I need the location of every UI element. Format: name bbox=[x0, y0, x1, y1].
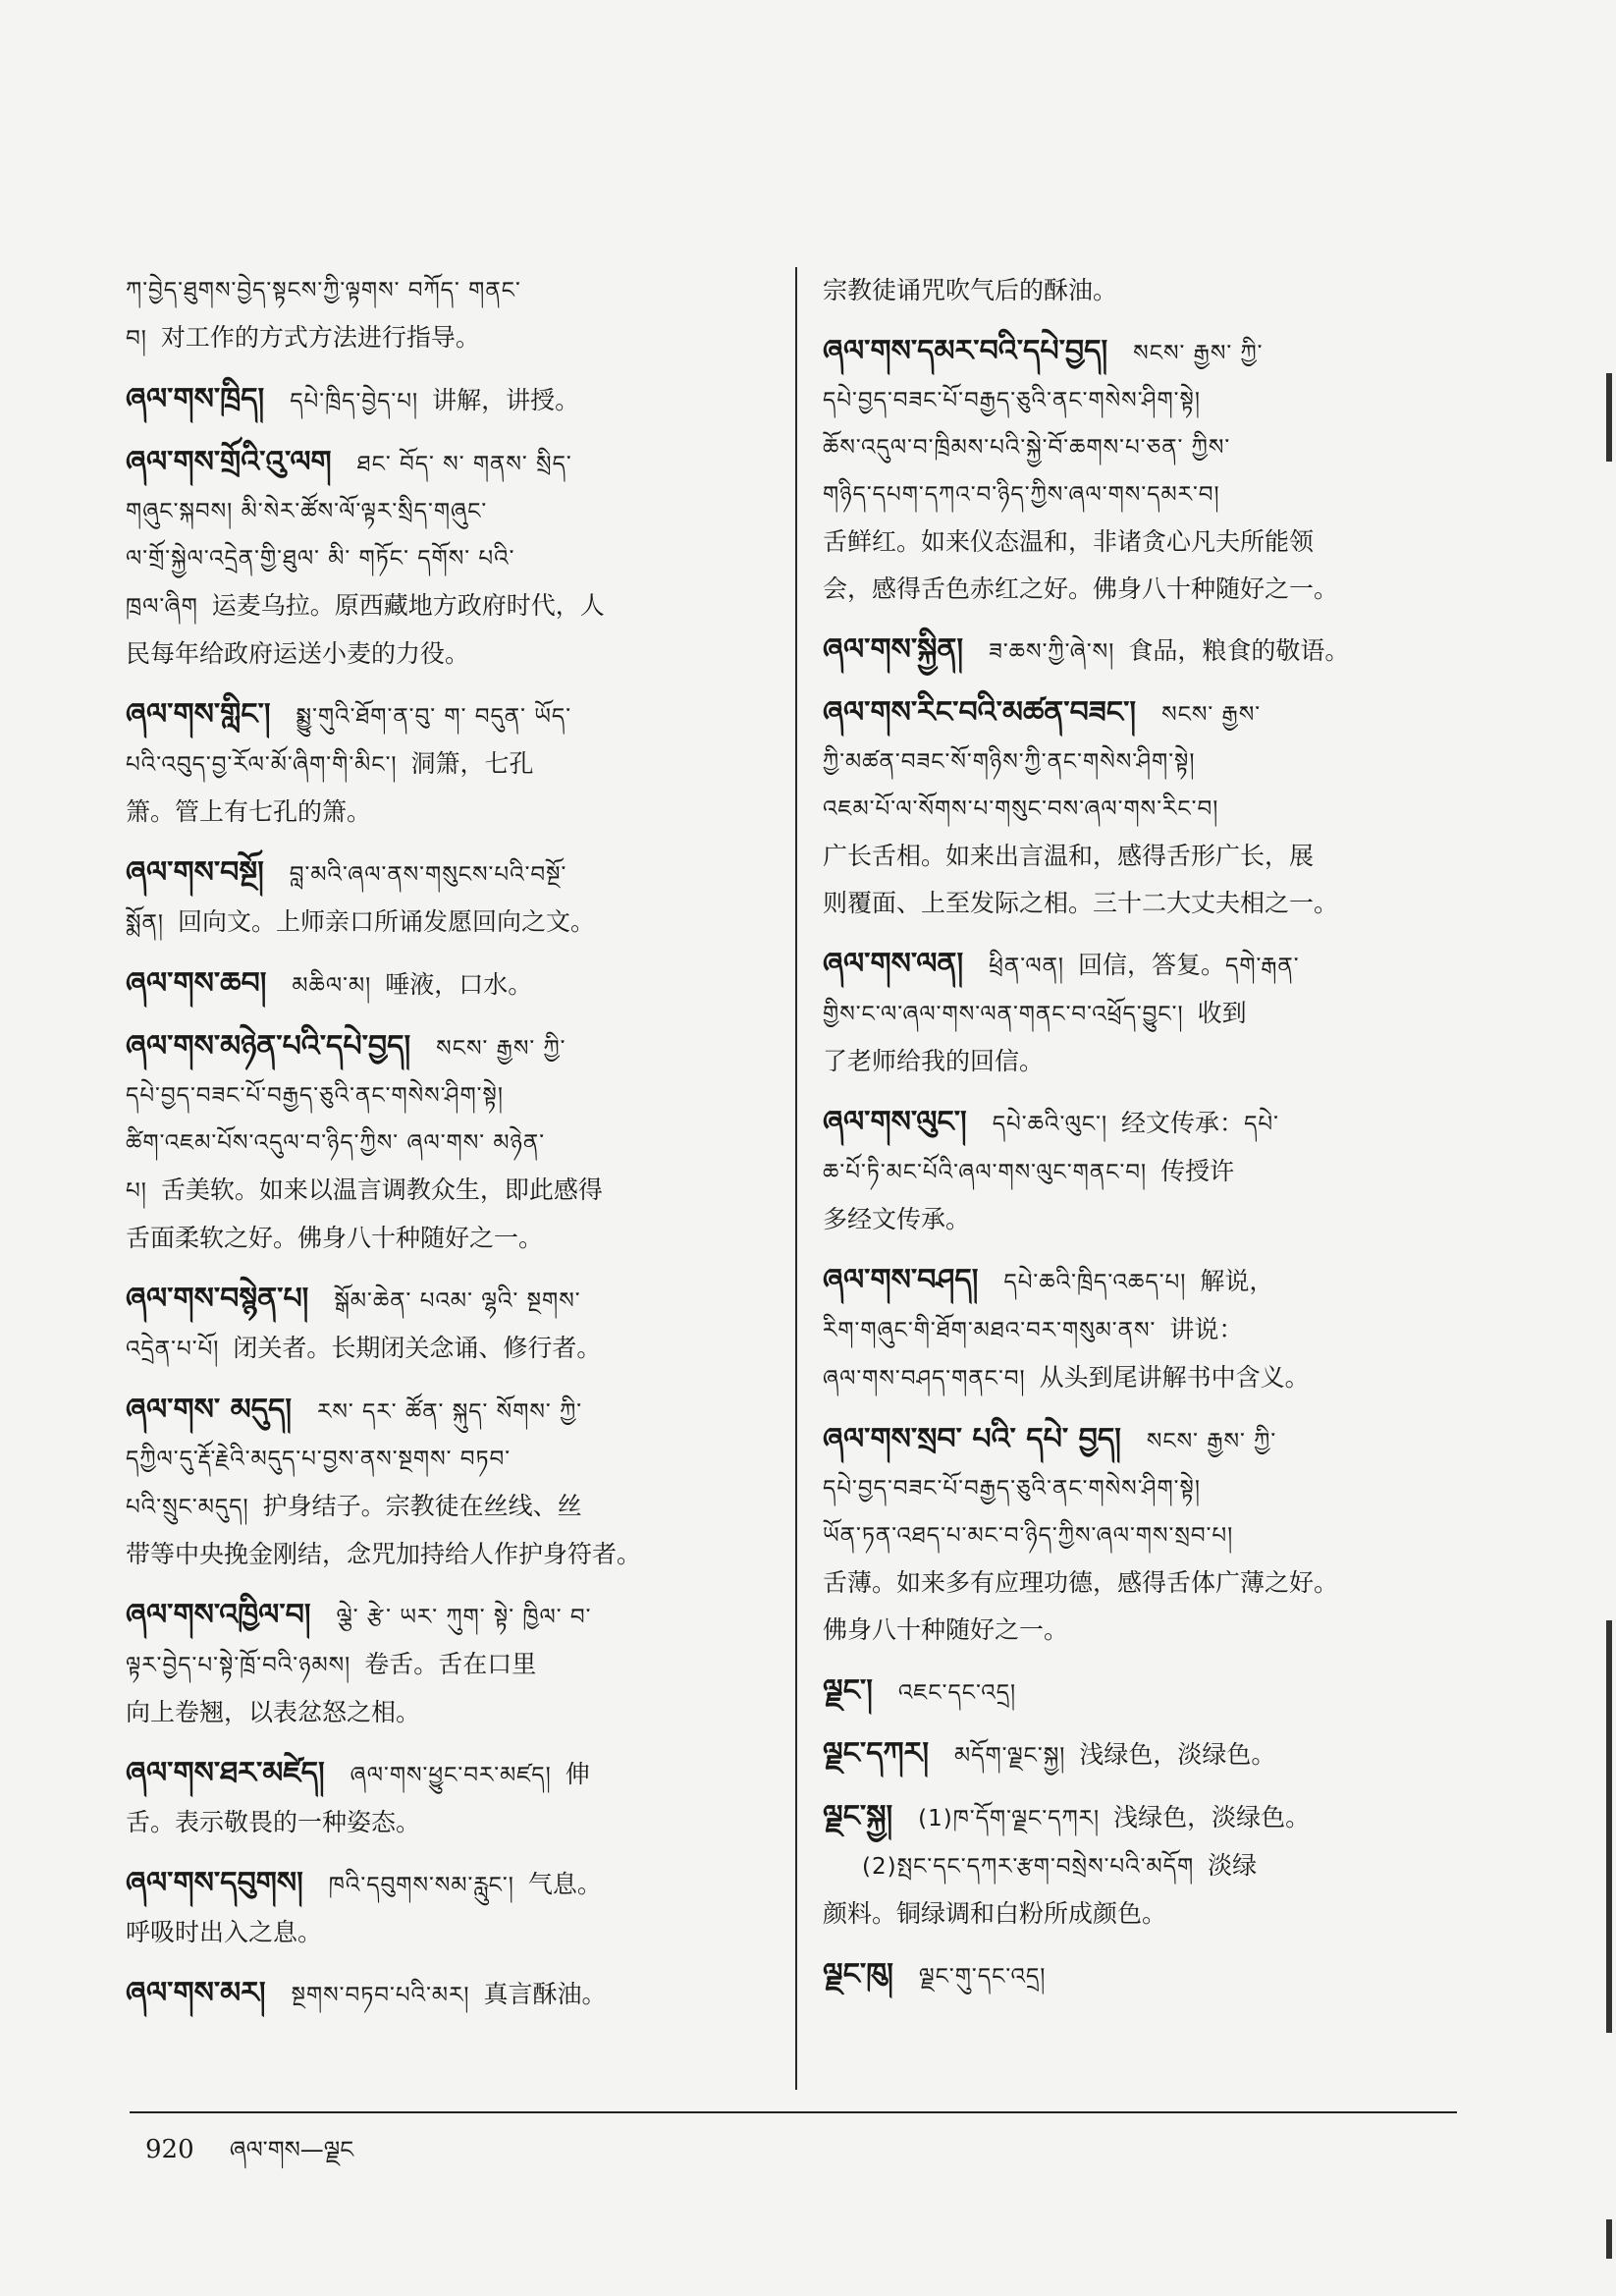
headword: ཞལ་གས་བསྙེན་པ། bbox=[126, 1282, 309, 1316]
tibetan-definition: (1)ཁ་དོག་ལྗང་དཀར། bbox=[918, 1806, 1101, 1831]
entry-line bbox=[823, 1306, 1471, 1354]
entry-line bbox=[126, 630, 769, 678]
entry-line bbox=[823, 1793, 1471, 1842]
entry-line bbox=[126, 267, 769, 314]
entry-line bbox=[126, 1531, 769, 1578]
tibetan-definition: ཡོན་ཏན་འཐད་པ་མང་བ་ཉིད་ཀྱིས་ཞལ་གས་སྲབ་པ། bbox=[823, 1523, 1234, 1549]
entry-line bbox=[823, 566, 1471, 613]
entry-line bbox=[126, 488, 769, 535]
tibetan-definition: དཔེ་བྱད་བཟང་པོ་བརྒྱད་ཅུའི་ནང་གསེས་ཤིག་སྟེ། bbox=[126, 1083, 504, 1109]
tibetan-definition: ཚིག་འཇམ་པོས་འདུལ་བ་ཉིད་ཀྱིས་ ཞལ་གས་ མཉེན་ bbox=[126, 1130, 546, 1156]
entry-line bbox=[126, 740, 769, 789]
headword: ཞལ་གས་ཐར་མཛེད། bbox=[126, 1756, 325, 1790]
tibetan-definition: མདོག་ལྗང་སྐྱ། bbox=[954, 1743, 1066, 1769]
entry-line bbox=[823, 689, 1471, 738]
entry-line bbox=[823, 424, 1471, 471]
tibetan-definition: འཇང་དང་འདྲ། bbox=[897, 1680, 1017, 1706]
headword: ཞལ་གས་གྲོའི་འུ་ལག bbox=[126, 445, 332, 479]
chinese-definition: 舌。表示敬畏的一种姿态。 bbox=[126, 1808, 421, 1836]
entry-line bbox=[126, 1072, 769, 1120]
headword: ཞལ་གས་ མདུད། bbox=[126, 1393, 293, 1427]
chinese-definition: 护身结子。宗教徒在丝线、丝 bbox=[262, 1492, 582, 1520]
headword: ཞལ་གས་ལུང་། bbox=[823, 1105, 967, 1139]
dictionary-entry bbox=[126, 1387, 769, 1578]
tibetan-definition: ཆོས་འདུལ་བ་ཁྲིམས་པའི་སྐྱེ་བོ་ཆགས་པ་ཅན་ ཀྱིས་ bbox=[823, 435, 1231, 461]
entry-line bbox=[823, 1148, 1471, 1196]
entry-line bbox=[823, 1667, 1471, 1717]
tibetan-definition: ཁའི་དབུགས་སམ་རླུང་། bbox=[328, 1873, 514, 1898]
tibetan-definition: སངས་ རྒྱས་ bbox=[1161, 702, 1262, 728]
entry-line bbox=[823, 990, 1471, 1038]
tibetan-definition: བ། bbox=[126, 326, 147, 352]
chinese-definition: 浅绿色，淡绿色。 bbox=[1079, 1740, 1276, 1769]
headword: ལྗང་སྐྱ། bbox=[823, 1799, 893, 1833]
chinese-definition: 广长舌相。如来出言温和，感得舌形广长，展 bbox=[823, 842, 1315, 870]
chinese-definition: 讲解，讲授。 bbox=[432, 386, 580, 414]
headword: ལྗང་ཁུ། bbox=[823, 1957, 893, 1992]
tibetan-definition: ཁྲལ་ཞིག bbox=[126, 594, 198, 620]
chinese-definition: 了老师给我的回信。 bbox=[823, 1047, 1045, 1075]
entry-line bbox=[823, 1559, 1471, 1607]
dictionary-entry bbox=[823, 1416, 1471, 1654]
entry-line bbox=[823, 880, 1471, 927]
dictionary-entry bbox=[126, 849, 769, 947]
entry-line bbox=[126, 1799, 769, 1846]
tibetan-definition: དཔེ་བྱད་བཟང་པོ་བརྒྱད་ཅུའི་ནང་གསེས་ཤིག་སྟེ། bbox=[823, 388, 1201, 413]
guide-word-range: ཞལ་གས—ལྗང bbox=[229, 2136, 354, 2163]
chinese-definition: 讲说： bbox=[1169, 1315, 1244, 1343]
chinese-definition: 气息。 bbox=[527, 1870, 602, 1898]
entry-line bbox=[126, 691, 769, 740]
entry-line bbox=[126, 1641, 769, 1689]
headword: ཞལ་གས་དབུགས། bbox=[126, 1866, 303, 1900]
entry-line bbox=[823, 1730, 1471, 1779]
entry-line bbox=[823, 1354, 1471, 1402]
tibetan-definition: གཞུང་སྐབས། མི་སེར་ཚོས་ལོ་ལྟར་སྲིད་གཞུང་ bbox=[126, 499, 488, 524]
tibetan-definition: མཆིལ་མ། bbox=[292, 973, 372, 999]
dictionary-entry bbox=[126, 1970, 769, 2019]
tibetan-example: དཔེ་ bbox=[1244, 1112, 1279, 1137]
chinese-definition: 卷舌。舌在口里 bbox=[364, 1650, 537, 1678]
tibetan-definition: ལྟར་བྱེད་པ་སྟེ་ཁྲོ་བའི་ཉམས། bbox=[126, 1653, 351, 1678]
dictionary-entry bbox=[126, 439, 769, 678]
dictionary-entry bbox=[823, 1730, 1471, 1779]
entry-line bbox=[126, 439, 769, 488]
entry-line bbox=[126, 1387, 769, 1436]
entry-line bbox=[126, 1167, 769, 1215]
chinese-definition: 收到 bbox=[1197, 999, 1247, 1027]
entry-line bbox=[126, 1325, 769, 1373]
chinese-definition: 颜料。铜绿调和白粉所成颜色。 bbox=[823, 1899, 1167, 1928]
headword: ཞལ་གས་ལན། bbox=[823, 947, 964, 981]
chinese-definition: 则覆面、上至发际之相。三十二大丈夫相之一。 bbox=[823, 889, 1339, 917]
entry-line bbox=[126, 1750, 769, 1799]
entry-line bbox=[823, 1512, 1471, 1559]
entry-line bbox=[823, 1257, 1471, 1306]
page-number: 920 bbox=[145, 2135, 194, 2164]
chinese-definition: 真言酥油。 bbox=[483, 1980, 607, 2008]
chinese-definition: 唾液，口水。 bbox=[385, 970, 533, 999]
dictionary-entry bbox=[823, 1667, 1471, 1717]
headword: ཞལ་གས་བཤད། bbox=[823, 1263, 979, 1297]
tibetan-definition: ཟ་ཆས་ཀྱི་ཞེ་ས། bbox=[989, 639, 1115, 665]
dictionary-entry bbox=[823, 1257, 1471, 1402]
tibetan-definition: པའི་སྲུང་མདུད། bbox=[126, 1495, 249, 1520]
entry-line bbox=[126, 789, 769, 836]
dictionary-entry bbox=[126, 1860, 769, 1956]
tibetan-definition: ཕྲིན་ལན། bbox=[989, 954, 1065, 979]
entry-line bbox=[823, 377, 1471, 424]
chinese-definition: 运麦乌拉。原西藏地方政府时代，人 bbox=[211, 591, 605, 620]
chinese-definition: 从头到尾讲解书中含义。 bbox=[1039, 1363, 1310, 1392]
entry-line bbox=[823, 471, 1471, 519]
dictionary-entry bbox=[126, 1276, 769, 1373]
entry-line bbox=[823, 786, 1471, 833]
chinese-definition: 呼吸时出入之息。 bbox=[126, 1918, 323, 1946]
chinese-definition: 闭关者。长期闭关念诵、修行者。 bbox=[233, 1334, 602, 1362]
entry-line bbox=[126, 1970, 769, 2019]
chinese-definition: 食品，粮食的敬语。 bbox=[1128, 636, 1350, 665]
dictionary-entry bbox=[126, 960, 769, 1010]
entry-line bbox=[126, 1592, 769, 1641]
entry-line bbox=[823, 738, 1471, 786]
entry-line bbox=[126, 582, 769, 630]
column-divider bbox=[795, 267, 797, 2090]
tibetan-definition: དཔེ་བྱད་བཟང་པོ་བརྒྱད་ཅུའི་ནང་གསེས་ཤིག་སྟེ། bbox=[823, 1476, 1201, 1502]
dictionary-entry bbox=[126, 376, 769, 425]
tibetan-example: དགེ་རྒན་ bbox=[1225, 954, 1300, 979]
tibetan-definition: ལྕེ་ རྩེ་ ཡར་ ཀུག་ སྟེ་ ཁྱིལ་ བ་ bbox=[336, 1605, 592, 1630]
tibetan-definition: དཔེ་ཆའི་ལུང་། bbox=[992, 1112, 1108, 1137]
tibetan-definition: དཔེ་ཁྲིད་བྱེད་པ། bbox=[290, 389, 419, 414]
dictionary-entry bbox=[823, 689, 1471, 927]
chinese-definition: 对工作的方式方法进行指导。 bbox=[160, 323, 480, 352]
tibetan-definition: ཀྱི་མཚན་བཟང་སོ་གཉིས་ཀྱི་ནང་གསེས་ཤིག་སྟེ། bbox=[823, 749, 1196, 775]
entry-line bbox=[823, 1951, 1471, 2000]
tibetan-definition: སྨྱུ་གུའི་ཐོག་ན་བུ་ ག་ བདུན་ ཡོད་ bbox=[296, 704, 572, 730]
tibetan-definition: འཇམ་པོ་ལ་སོགས་པ་གསུང་བས་ཞལ་གས་རིང་བ། bbox=[823, 796, 1219, 822]
tibetan-definition: ཆ་པོ་ཏི་མང་པོའི་ཞལ་གས་ལུང་གནང་བ། bbox=[823, 1160, 1148, 1185]
tibetan-definition: གྱིས་ང་ལ་ཞལ་གས་ལན་གནང་བ་འཕྲོད་བྱུང་། bbox=[823, 1002, 1184, 1027]
dictionary-entry bbox=[823, 941, 1471, 1085]
tibetan-definition: ཀ་བྱེད་ཐུགས་བྱེད་སྟངས་ཀྱི་ལྟགས་ བཀོད་ གནང་ bbox=[126, 278, 521, 303]
tibetan-definition: སངས་ རྒྱས་ ཀྱི་ bbox=[1133, 341, 1264, 366]
scan-edge-marks bbox=[1598, 0, 1616, 2296]
tibetan-definition: (2)སྤང་དང་དཀར་རྩག་བསྲེས་པའི་མདོག bbox=[862, 1854, 1195, 1880]
tibetan-definition: སྒོམ་ཆེན་ པའམ་ ལྷའི་ སྔགས་ bbox=[334, 1288, 581, 1314]
tibetan-definition: རིག་གཞུང་གི་ཐོག་མཐའ་བར་གསུམ་ནས་ bbox=[823, 1318, 1157, 1343]
tibetan-definition: ཞལ་གས་ཕྱུང་བར་མཛད། bbox=[350, 1763, 552, 1788]
entry-line bbox=[823, 1099, 1471, 1148]
dictionary-entry bbox=[823, 328, 1471, 613]
headword: ཞལ་གས་བསྔོ། bbox=[126, 855, 264, 890]
entry-line bbox=[126, 535, 769, 582]
headword: ཞལ་གས་འཁྱིལ་བ། bbox=[126, 1598, 311, 1632]
entry-line bbox=[126, 314, 769, 362]
chinese-definition: 会，感得舌色赤红之好。佛身八十种随好之一。 bbox=[823, 574, 1339, 603]
headword: ཞལ་གས་ཁྲིད། bbox=[126, 382, 265, 416]
entry-line bbox=[126, 1860, 769, 1909]
entry-line bbox=[823, 328, 1471, 377]
entry-line bbox=[126, 899, 769, 947]
right-column bbox=[823, 267, 1471, 2014]
chinese-definition: 回向文。上师亲口所诵发愿回向之文。 bbox=[177, 907, 595, 936]
footer-rule bbox=[130, 2111, 1457, 2113]
tibetan-definition: ལྗང་གུ་དང་འདྲ། bbox=[918, 1964, 1047, 1990]
page-footer bbox=[145, 2133, 353, 2166]
chinese-definition: 箫。管上有七孔的箫。 bbox=[126, 797, 372, 826]
entry-line bbox=[823, 1842, 1471, 1890]
dictionary-entry bbox=[126, 691, 769, 836]
headword: ཞལ་གས་སྲབ་ པའི་ དཔེ་ བྱད། bbox=[823, 1422, 1121, 1456]
chinese-definition: 洞箫，七孔 bbox=[410, 749, 534, 778]
chinese-definition: 传授许 bbox=[1160, 1157, 1235, 1185]
tibetan-definition: རས་ དར་ ཚོན་ སྐུད་ སོགས་ ཀྱི་ bbox=[317, 1399, 583, 1425]
chinese-definition: 宗教徒诵咒吹气后的酥油。 bbox=[823, 276, 1118, 304]
tibetan-definition: ལ་གྲོ་སྐྱེལ་འདྲེན་གྱི་ཐུལ་ མི་ གཏོང་ དགོས་ པའི་ bbox=[126, 546, 515, 572]
tibetan-definition: པ། bbox=[126, 1178, 147, 1204]
tibetan-definition: སྨོན། bbox=[126, 910, 164, 936]
entry-line bbox=[126, 1023, 769, 1072]
chinese-definition: 多经文传承。 bbox=[823, 1205, 971, 1233]
tibetan-definition: སངས་ རྒྱས་ ཀྱི་ bbox=[1146, 1429, 1277, 1454]
dictionary-entry bbox=[126, 1023, 769, 1262]
headword: ཞལ་གས་མར། bbox=[126, 1976, 266, 2010]
entry-line bbox=[126, 1276, 769, 1325]
tibetan-definition: ཐང་ བོད་ ས་ གནས་ སྲིད་ bbox=[356, 452, 572, 477]
tibetan-definition: འདྲེན་པ་པོ། bbox=[126, 1337, 220, 1362]
tibetan-definition: བླ་མའི་ཞལ་ནས་གསུངས་པའི་བསྔོ་ bbox=[289, 862, 567, 888]
chinese-definition: 向上卷翘，以表忿怒之相。 bbox=[126, 1698, 421, 1726]
chinese-definition: 伸 bbox=[565, 1760, 590, 1788]
dictionary-entry bbox=[126, 267, 769, 362]
headword: ལྗང་དཀར། bbox=[823, 1736, 930, 1771]
dictionary-entry bbox=[823, 1793, 1471, 1938]
entry-line bbox=[823, 833, 1471, 880]
chinese-definition: 民每年给政府运送小麦的力役。 bbox=[126, 639, 470, 668]
entry-line bbox=[126, 1436, 769, 1483]
headword: ཞལ་གས་མཉེན་པའི་དཔེ་བྱད། bbox=[126, 1029, 411, 1064]
tibetan-definition: པའི་འབུད་བྱ་རོལ་མོ་ཞིག་གི་མིང་། bbox=[126, 752, 398, 778]
chinese-definition: 回信，答复。 bbox=[1078, 951, 1226, 979]
chinese-definition: 解说， bbox=[1200, 1267, 1274, 1295]
headword: ཞལ་གས་སྐྱིན། bbox=[823, 632, 964, 667]
dictionary-entry bbox=[126, 1592, 769, 1736]
headword: ཞལ་གས་དམར་བའི་དཔེ་བྱད། bbox=[823, 334, 1108, 368]
chinese-definition: 经文传承： bbox=[1121, 1109, 1245, 1137]
entry-line bbox=[823, 1038, 1471, 1085]
tibetan-definition: སངས་ རྒྱས་ ཀྱི་ bbox=[436, 1036, 566, 1062]
headword: ཞལ་གས་རིང་བའི་མཚན་བཟང་། bbox=[823, 695, 1137, 730]
entry-line bbox=[823, 627, 1471, 676]
chinese-definition: 舌薄。如来多有应理功德，感得舌体广薄之好。 bbox=[823, 1568, 1339, 1597]
chinese-definition: 浅绿色，淡绿色。 bbox=[1113, 1803, 1311, 1831]
entry-line bbox=[823, 1465, 1471, 1512]
dictionary-entry bbox=[823, 1099, 1471, 1243]
tibetan-definition: དཀྱིལ་དུ་རྡོ་རྗེའི་མདུད་པ་བྱས་ནས་སྔགས་ བཏབ་ bbox=[126, 1447, 512, 1472]
tibetan-definition: དཔེ་ཆའི་ཁྲིད་འཆད་པ། bbox=[1003, 1270, 1187, 1295]
chinese-definition: 舌面柔软之好。佛身八十种随好之一。 bbox=[126, 1224, 544, 1252]
tibetan-definition: གཉིད་དཔག་དཀའ་བ་ཉིད་ཀྱིས་ཞལ་གས་དམར་བ། bbox=[823, 482, 1220, 508]
entry-line bbox=[126, 849, 769, 899]
dictionary-entry bbox=[823, 1951, 1471, 2000]
entry-line bbox=[823, 519, 1471, 566]
headword: ལྗང་། bbox=[823, 1673, 873, 1708]
headword: ཞལ་གས་གླིང་། bbox=[126, 697, 271, 732]
headword: ཞལ་གས་ཆབ། bbox=[126, 966, 267, 1001]
dictionary-entry bbox=[823, 627, 1471, 676]
entry-line bbox=[126, 1909, 769, 1956]
entry-line bbox=[823, 1196, 1471, 1243]
tibetan-definition: ཞལ་གས་བཤད་གནང་བ། bbox=[823, 1366, 1026, 1392]
chinese-definition: 舌鲜红。如来仪态温和，非诸贪心凡夫所能领 bbox=[823, 527, 1315, 556]
tibetan-definition: སྔགས་བཏབ་པའི་མར། bbox=[291, 1983, 470, 2008]
entry-line bbox=[126, 1120, 769, 1167]
entry-line bbox=[126, 960, 769, 1010]
entry-line bbox=[823, 941, 1471, 990]
chinese-definition: 淡绿 bbox=[1208, 1851, 1258, 1880]
dictionary-entry bbox=[823, 267, 1471, 314]
entry-line bbox=[126, 1689, 769, 1736]
chinese-definition: 带等中央挽金刚结，念咒加持给人作护身符者。 bbox=[126, 1540, 642, 1568]
left-column bbox=[126, 267, 769, 2033]
chinese-definition: 舌美软。如来以温言调教众生，即此感得 bbox=[160, 1175, 603, 1204]
entry-line bbox=[823, 1607, 1471, 1654]
entry-line bbox=[126, 1483, 769, 1531]
entry-line bbox=[823, 267, 1471, 314]
chinese-definition: 佛身八十种随好之一。 bbox=[823, 1615, 1069, 1644]
entry-line bbox=[126, 1215, 769, 1262]
entry-line bbox=[823, 1416, 1471, 1465]
entry-line bbox=[126, 376, 769, 425]
dictionary-entry bbox=[126, 1750, 769, 1846]
entry-line bbox=[823, 1890, 1471, 1938]
